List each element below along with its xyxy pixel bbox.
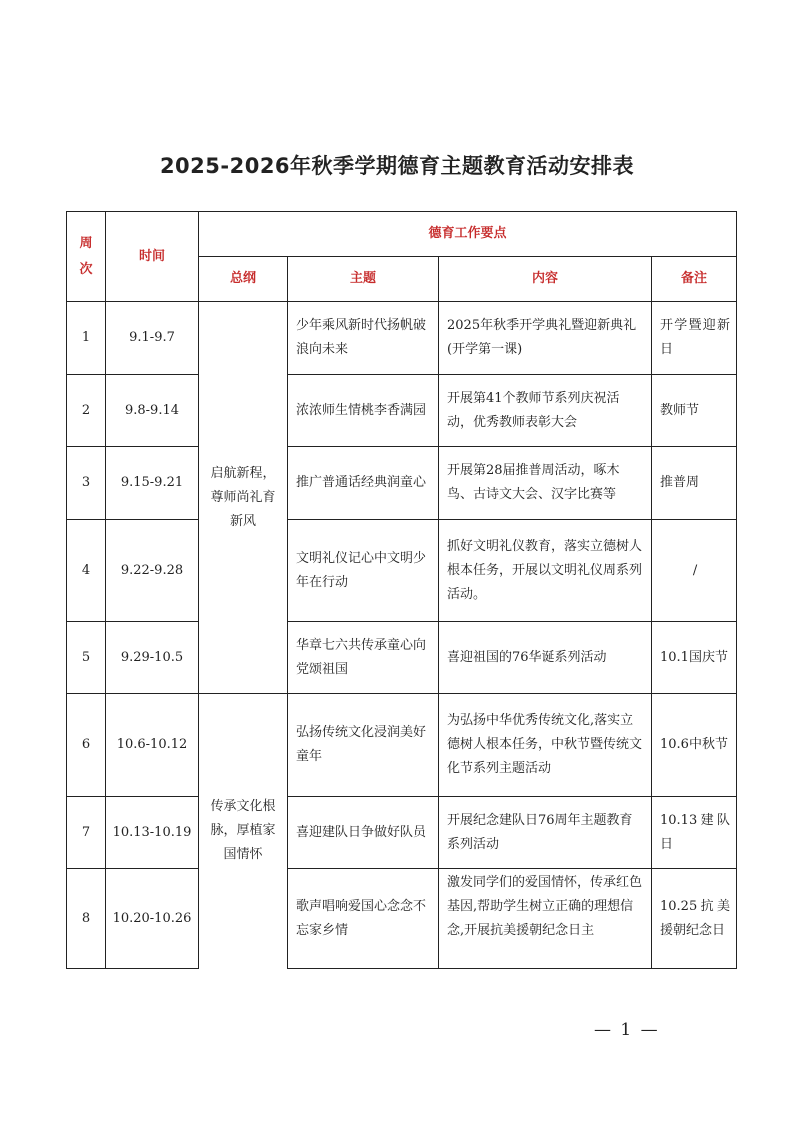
header-week-label: 周次 <box>79 235 93 277</box>
header-theme: 主题 <box>288 257 439 302</box>
week-cell: 7 <box>67 797 106 869</box>
table-row <box>67 302 737 375</box>
week-cell: 3 <box>67 447 106 520</box>
section-cell: 传承文化根脉，厚植家国情怀 <box>199 694 288 969</box>
theme-cell: 文明礼仪记心中文明少年在行动 <box>288 520 439 622</box>
time-cell: 9.15-9.21 <box>106 447 199 520</box>
remark-cell: 10.13建队日 <box>652 797 737 869</box>
content-cell <box>439 869 652 969</box>
remark-cell: 教师节 <box>652 375 737 447</box>
header-week <box>67 212 106 302</box>
theme-cell: 少年乘风新时代扬帆破浪向未来 <box>288 302 439 375</box>
week-cell: 6 <box>67 694 106 797</box>
table-row <box>67 520 737 622</box>
content-cell: 开展纪念建队日76周年主题教育系列活动 <box>439 797 652 869</box>
content-cell: 开展第28届推普周活动，啄木鸟、古诗文大会、汉字比赛等 <box>439 447 652 520</box>
remark-cell: 推普周 <box>652 447 737 520</box>
theme-cell: 推广普通话经典润童心 <box>288 447 439 520</box>
time-cell: 9.8-9.14 <box>106 375 199 447</box>
section-cell: 启航新程，尊师尚礼育新风 <box>199 302 288 694</box>
time-cell: 9.1-9.7 <box>106 302 199 375</box>
time-cell: 9.29-10.5 <box>106 622 199 694</box>
header-group: 德育工作要点 <box>199 212 737 257</box>
page-title: 2025-2026年秋季学期德育主题教育活动安排表 <box>159 154 635 178</box>
header-content: 内容 <box>439 257 652 302</box>
remark-cell: 10.1国庆节 <box>652 622 737 694</box>
content-cell: 喜迎祖国的76华诞系列活动 <box>439 622 652 694</box>
remark-cell: 开学暨迎新日 <box>652 302 737 375</box>
week-cell: 8 <box>67 869 106 969</box>
table-row <box>67 622 737 694</box>
remark-cell: 10.25抗美援朝纪念日 <box>652 869 737 969</box>
content-cell: 抓好文明礼仪教育，落实立德树人根本任务，开展以文明礼仪周系列活动。 <box>439 520 652 622</box>
time-cell: 9.22-9.28 <box>106 520 199 622</box>
time-cell: 10.20-10.26 <box>106 869 199 969</box>
page-number: — 1 — <box>594 1020 660 1040</box>
remark-cell: 10.6中秋节 <box>652 694 737 797</box>
header-time: 时间 <box>106 212 199 302</box>
week-cell: 4 <box>67 520 106 622</box>
schedule-table <box>66 211 737 969</box>
time-cell: 10.13-10.19 <box>106 797 199 869</box>
content-cell-text: 激发同学们的爱国情怀，传承红色基因,帮助学生树立正确的理想信念,开展抗美援朝纪念日主 <box>447 875 643 938</box>
week-cell: 1 <box>67 302 106 375</box>
theme-cell: 歌声唱响爱国心念念不忘家乡情 <box>288 869 439 969</box>
content-cell: 为弘扬中华优秀传统文化,落实立德树人根本任务，中秋节暨传统文化节系列主题活动 <box>439 694 652 797</box>
table-row <box>67 447 737 520</box>
remark-cell: / <box>652 520 737 622</box>
table-row <box>67 375 737 447</box>
header-outline: 总纲 <box>199 257 288 302</box>
theme-cell: 浓浓师生情桃李香满园 <box>288 375 439 447</box>
header-remark: 备注 <box>652 257 737 302</box>
theme-cell: 弘扬传统文化浸润美好童年 <box>288 694 439 797</box>
content-cell: 开展第41个教师节系列庆祝活动，优秀教师表彰大会 <box>439 375 652 447</box>
table-row <box>67 869 737 969</box>
content-cell: 2025年秋季开学典礼暨迎新典礼(开学第一课) <box>439 302 652 375</box>
week-cell: 2 <box>67 375 106 447</box>
theme-cell: 喜迎建队日争做好队员 <box>288 797 439 869</box>
week-cell: 5 <box>67 622 106 694</box>
theme-cell: 华章七六共传承童心向党颂祖国 <box>288 622 439 694</box>
table-row <box>67 797 737 869</box>
table-row <box>67 694 737 797</box>
header-row-1 <box>67 212 737 257</box>
time-cell: 10.6-10.12 <box>106 694 199 797</box>
